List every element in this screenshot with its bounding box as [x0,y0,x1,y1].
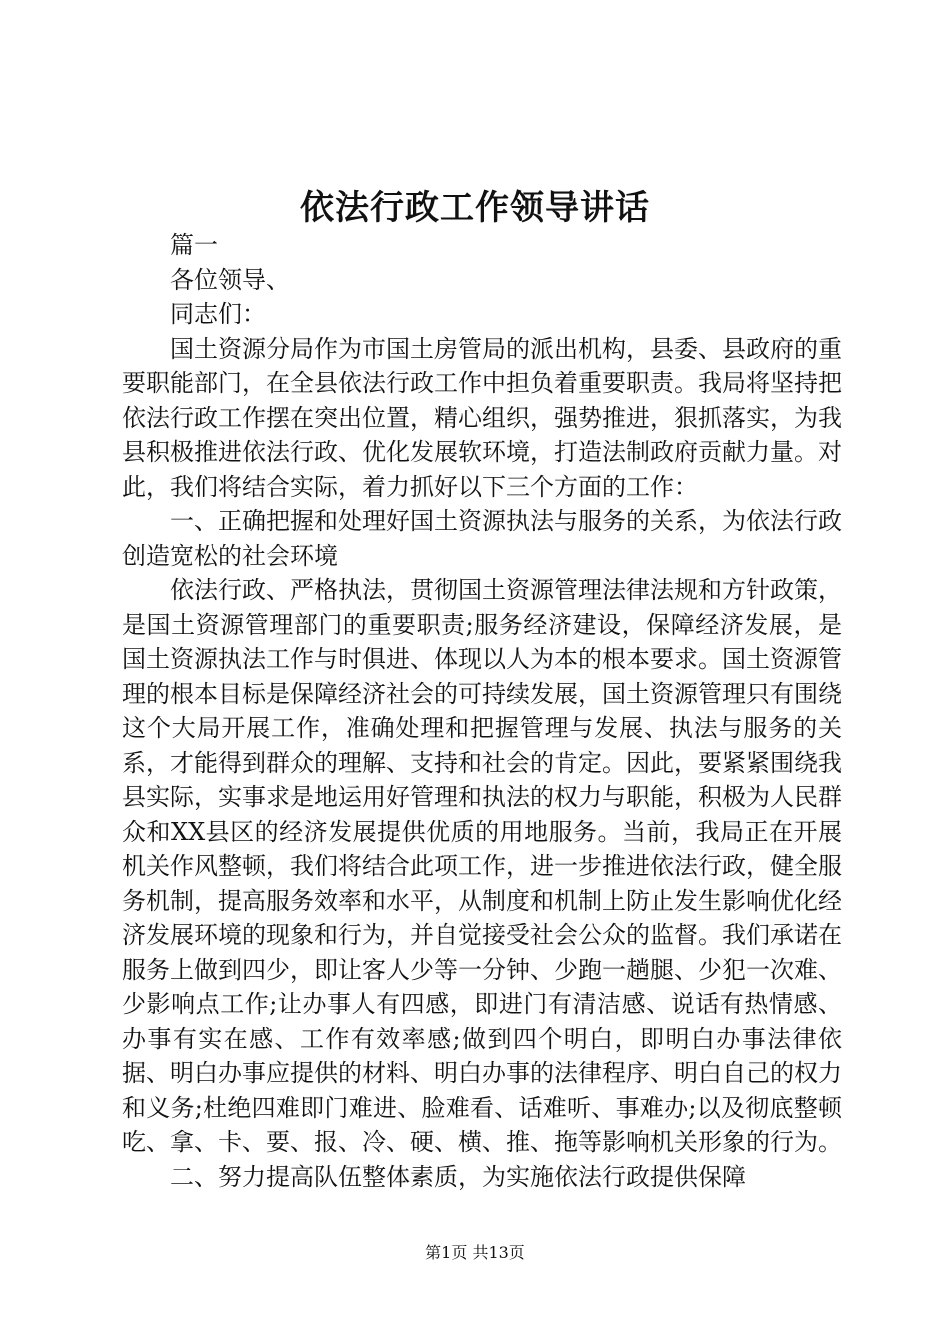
document-body [122,228,842,1194]
section-heading-1: 一、正确把握和处理好国土资源执法与服务的关系，为依法行政创造宽松的社会环境 [122,507,842,570]
page-footer: 第1页 共13页 [425,1243,525,1262]
section-1-paragraph: 依法行政、严格执法，贯彻国土资源管理法律法规和方针政策，是国土资源管理部门的重要职责;服务经济建设，保障经济发展，是国土资源执法工作与时俱进、体现以人为本的根本要求。国土资源管理的根本目标是保障经济社会的可持续发展，国土资源管理只有围绕这个大局开展工作，准确处理和把握管理与发展、执法与服务的关系，才能得到群众的理解、支持和社会的肯定。因此，要紧紧围绕我县实际，实事求是地运用好管理和执法的权力与职能，积极为人民群众和XX县区的经济发展提供优质的用地服务。当前，我局正在开展机关作风整顿，我们将结合此项工作，进一步推进依法行政，健全服务机制，提高服务效率和水平，从制度和机制上防止发生影响优化经济发展环境的现象和行为，并自觉接受社会公众的监督。我们承诺在服务上做到四少，即让客人少等一分钟、少跑一趟腿、少犯一次难、少影响点工作;让办事人有四感，即进门有清洁感、说话有热情感、办事有实在感、工作有效率感;做到四个明白，即明白办事法律依据、明白办事应提供的材料、明白办事的法律程序、明白自己的权力和义务;杜绝四难即门难进、脸难看、话难听、事难办;以及彻底整顿吃、拿、卡、要、报、冷、硬、横、推、拖等影响机关形象的行为。 [122,576,842,1156]
section-heading-2: 二、努力提高队伍整体素质，为实施依法行政提供保障 [170,1162,746,1191]
salutation-line-2: 同志们： [170,300,266,328]
document-title: 依法行政工作领导讲话 [300,188,650,228]
intro-paragraph: 国土资源分局作为市国土房管局的派出机构，县委、县政府的重要职能部门，在全县依法行政工作中担负着重要职责。我局将坚持把依法行政工作摆在突出位置，精心组织，强势推进，狠抓落实，为我县积极推进依法行政、优化发展软环境，打造法制政府贡献力量。对此，我们将结合实际，着力抓好以下三个方面的工作： [122,334,842,501]
section-label: 篇一 [170,231,218,259]
salutation-line-1: 各位领导、 [170,265,290,294]
